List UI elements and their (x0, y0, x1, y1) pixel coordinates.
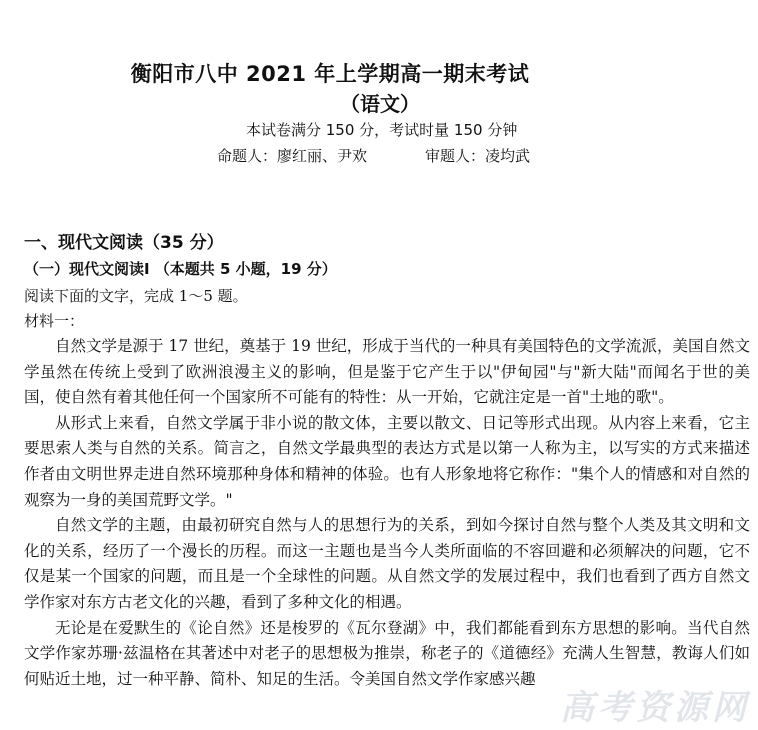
watermark: 高考资源网 (560, 688, 750, 728)
exam-info: 本试卷满分 150 分，考试时量 150 分钟 (246, 121, 518, 139)
subject-subtitle: （语文） (340, 92, 420, 116)
setters-text: 命题人：廖红丽、尹欢 (217, 147, 368, 165)
passage-body (24, 334, 750, 692)
staff-line (217, 145, 530, 166)
paragraph: 从形式上来看，自然文学属于非小说的散文体，主要以散文、日记等形式出现。从内容上来看，它主要思索人类与自然的关系。简言之，自然文学最典型的表达方式是以第一人称为主，以写实的方式来描述作者由文明世界走进自然环境那种身体和精神的体验。也有人形象地将它称作："集个人的情感和对自然的观察为一身的美国荒野文学。" (24, 413, 750, 509)
paragraph: 自然文学的主题，由最初研究自然与人的思想行为的关系，到如今探讨自然与整个人类及其文明和文化的关系，经历了一个漫长的历程。而这一主题也是当今人类所面临的不容回避和必须解决的问题，它不仅是某一个国家的问题，而且是一个全球性的问题。从自然文学的发展过程中，我们也看到了西方自然文学作家对东方古老文化的兴趣，看到了多种文化的相遇。 (24, 516, 750, 611)
paragraph: 无论是在爱默生的《论自然》还是梭罗的《瓦尔登湖》中，我们都能看到东方思想的影响。当代自然文学作家苏珊·兹温格在其著述中对老子的思想极为推崇，称老子的《道德经》充满人生智慧，教诲人们如何贴近土地，过一种平静、简朴、知足的生活。令美国自然文学作家感兴趣 (24, 618, 750, 688)
paragraph: 自然文学是源于 17 世纪，奠基于 19 世纪，形成于当代的一种具有美国特色的文学流派，美国自然文学虽然在传统上受到了欧洲浪漫主义的影响，但是鉴于它产生于以"伊甸园"与"新大陆"而闻名于世的美国，使自然有着其他任何一个国家所不可能有的特性：从一开始，它就注定是一首"土地的歌"。 (24, 337, 750, 407)
exam-title: 衡阳市八中 2021 年上学期高一期末考试 (130, 62, 530, 86)
reviewer-text: 审题人：凌均武 (425, 147, 531, 165)
section-heading: 一、现代文阅读（35 分） (24, 233, 224, 253)
material-label: 材料一： (24, 312, 85, 330)
instruction-text: 阅读下面的文字，完成 1～5 题。 (24, 287, 248, 305)
subsection-heading: （一）现代文阅读Ⅰ （本题共 5 小题，19 分） (24, 260, 337, 278)
